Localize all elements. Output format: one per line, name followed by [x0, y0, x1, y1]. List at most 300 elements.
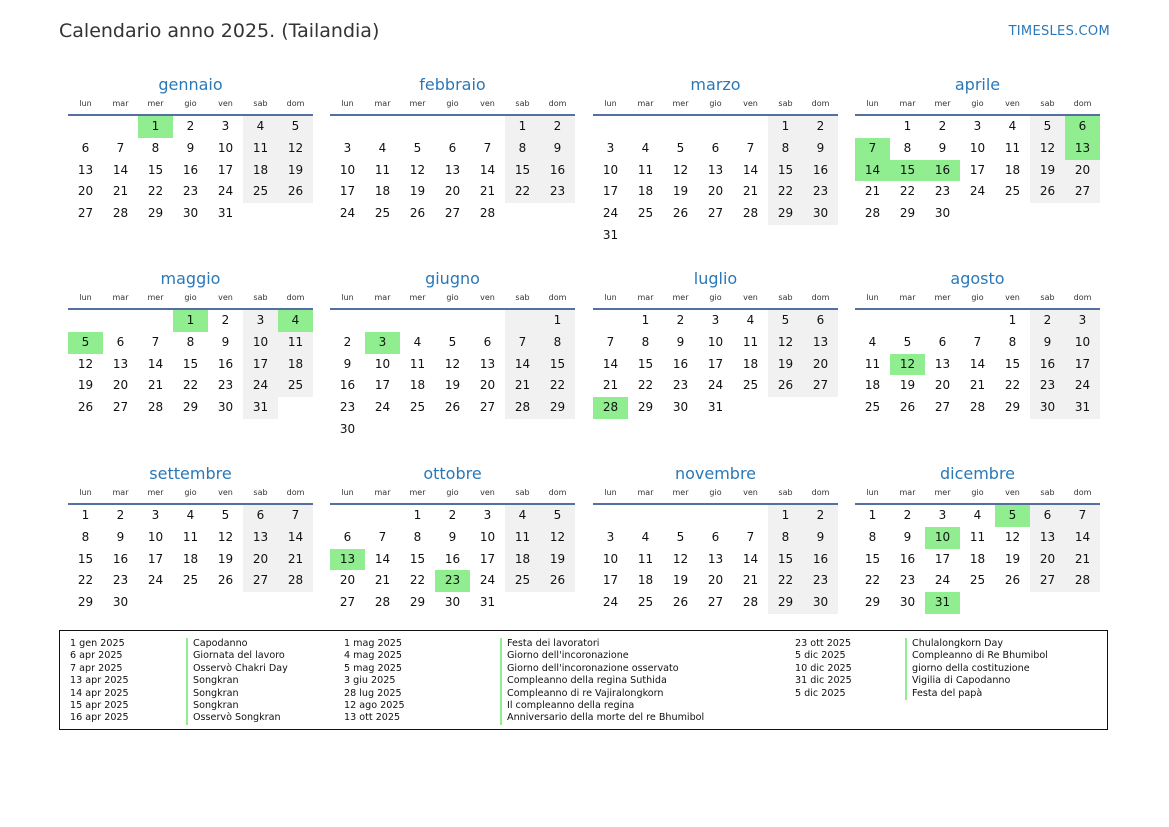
day-cell[interactable]: 29	[540, 397, 575, 419]
day-cell[interactable]: 22	[182, 378, 199, 393]
day-cell[interactable]: 23	[803, 570, 838, 592]
day-cell[interactable]: 3	[151, 508, 160, 522]
day-cell[interactable]: 22	[505, 181, 540, 203]
day-cell[interactable]: 6	[243, 505, 278, 527]
day-cell[interactable]: 29	[147, 206, 164, 221]
day-cell[interactable]: 25	[182, 573, 199, 588]
day-cell[interactable]: 15	[77, 551, 94, 566]
day-cell[interactable]: 26	[899, 400, 916, 415]
day-cell[interactable]: 8	[903, 140, 912, 155]
day-cell[interactable]: 10	[243, 332, 278, 354]
day-cell[interactable]: 23	[339, 400, 356, 415]
day-cell[interactable]: 27	[339, 595, 356, 610]
day-cell[interactable]: 4	[243, 116, 278, 138]
day-cell[interactable]: 28	[505, 397, 540, 419]
day-cell[interactable]: 27	[1065, 181, 1100, 203]
day-cell[interactable]: 26	[409, 206, 426, 221]
day-cell[interactable]: 13	[707, 162, 724, 177]
day-cell[interactable]: 29	[409, 595, 426, 610]
day-cell[interactable]: 8	[540, 332, 575, 354]
day-cell[interactable]: 19	[672, 573, 689, 588]
day-cell[interactable]: 30	[1030, 397, 1065, 419]
day-cell[interactable]: 5	[68, 332, 103, 354]
day-cell[interactable]: 1	[138, 116, 173, 138]
day-cell[interactable]: 25	[278, 375, 313, 397]
day-cell[interactable]: 20	[1030, 549, 1065, 571]
day-cell[interactable]: 13	[444, 162, 461, 177]
day-cell[interactable]: 7	[973, 334, 982, 349]
day-cell[interactable]: 26	[77, 400, 94, 415]
day-cell[interactable]: 19	[1030, 160, 1065, 182]
day-cell[interactable]: 18	[278, 354, 313, 376]
day-cell[interactable]: 22	[409, 573, 426, 588]
day-cell[interactable]: 3	[606, 140, 615, 155]
day-cell[interactable]: 19	[899, 378, 916, 393]
day-cell[interactable]: 20	[1065, 160, 1100, 182]
day-cell[interactable]: 28	[147, 400, 164, 415]
day-cell[interactable]: 29	[899, 206, 916, 221]
day-cell[interactable]: 11	[278, 332, 313, 354]
day-cell[interactable]: 23	[435, 570, 470, 592]
day-cell[interactable]: 7	[855, 138, 890, 160]
day-cell[interactable]: 26	[672, 206, 689, 221]
day-cell[interactable]: 25	[969, 573, 986, 588]
day-cell[interactable]: 1	[868, 508, 877, 522]
day-cell[interactable]: 25	[864, 400, 881, 415]
day-cell[interactable]: 4	[378, 140, 387, 155]
day-cell[interactable]: 9	[540, 138, 575, 160]
day-cell[interactable]: 21	[505, 375, 540, 397]
day-cell[interactable]: 28	[278, 570, 313, 592]
day-cell[interactable]: 18	[1004, 162, 1021, 177]
day-cell[interactable]: 17	[1065, 354, 1100, 376]
day-cell[interactable]: 23	[1030, 375, 1065, 397]
day-cell[interactable]: 4	[186, 508, 195, 522]
day-cell[interactable]: 13	[803, 332, 838, 354]
day-cell[interactable]: 29	[768, 592, 803, 614]
day-cell[interactable]: 8	[768, 138, 803, 160]
day-cell[interactable]: 8	[413, 529, 422, 544]
day-cell[interactable]: 2	[1030, 310, 1065, 332]
day-cell[interactable]: 7	[746, 140, 755, 155]
day-cell[interactable]: 2	[186, 119, 195, 133]
day-cell[interactable]: 8	[768, 527, 803, 549]
day-cell[interactable]: 11	[637, 551, 654, 566]
day-cell[interactable]: 28	[1065, 570, 1100, 592]
day-cell[interactable]: 22	[637, 378, 654, 393]
day-cell[interactable]: 24	[479, 573, 496, 588]
day-cell[interactable]: 22	[540, 375, 575, 397]
day-cell[interactable]: 5	[768, 310, 803, 332]
day-cell[interactable]: 29	[182, 400, 199, 415]
day-cell[interactable]: 6	[711, 140, 720, 155]
day-cell[interactable]: 19	[672, 184, 689, 199]
day-cell[interactable]: 24	[602, 595, 619, 610]
day-cell[interactable]: 30	[803, 203, 838, 225]
day-cell[interactable]: 19	[1004, 551, 1021, 566]
day-cell[interactable]: 19	[444, 378, 461, 393]
day-cell[interactable]: 9	[938, 140, 947, 155]
day-cell[interactable]: 13	[1030, 527, 1065, 549]
day-cell[interactable]: 15	[540, 354, 575, 376]
day-cell[interactable]: 15	[1004, 356, 1021, 371]
day-cell[interactable]: 1	[903, 119, 912, 133]
day-cell[interactable]: 6	[1065, 116, 1100, 138]
day-cell[interactable]: 8	[186, 334, 195, 349]
day-cell[interactable]: 8	[151, 140, 160, 155]
day-cell[interactable]: 14	[742, 162, 759, 177]
day-cell[interactable]: 19	[77, 378, 94, 393]
day-cell[interactable]: 29	[77, 595, 94, 610]
day-cell[interactable]: 23	[182, 184, 199, 199]
day-cell[interactable]: 30	[339, 421, 356, 436]
day-cell[interactable]: 22	[768, 181, 803, 203]
day-cell[interactable]: 7	[505, 332, 540, 354]
day-cell[interactable]: 16	[1030, 354, 1065, 376]
day-cell[interactable]: 20	[444, 184, 461, 199]
day-cell[interactable]: 1	[768, 116, 803, 138]
day-cell[interactable]: 21	[278, 549, 313, 571]
day-cell[interactable]: 3	[365, 332, 400, 354]
day-cell[interactable]: 6	[711, 529, 720, 544]
day-cell[interactable]: 14	[112, 162, 129, 177]
day-cell[interactable]: 16	[217, 356, 234, 371]
day-cell[interactable]: 1	[505, 116, 540, 138]
day-cell[interactable]: 21	[374, 573, 391, 588]
day-cell[interactable]: 24	[707, 378, 724, 393]
day-cell[interactable]: 6	[116, 334, 125, 349]
day-cell[interactable]: 28	[112, 206, 129, 221]
day-cell[interactable]: 1	[81, 508, 90, 522]
day-cell[interactable]: 9	[803, 527, 838, 549]
day-cell[interactable]: 17	[479, 551, 496, 566]
day-cell[interactable]: 10	[602, 162, 619, 177]
day-cell[interactable]: 4	[746, 313, 755, 327]
day-cell[interactable]: 14	[147, 356, 164, 371]
day-cell[interactable]: 3	[243, 310, 278, 332]
day-cell[interactable]: 18	[637, 573, 654, 588]
day-cell[interactable]: 26	[1030, 181, 1065, 203]
day-cell[interactable]: 9	[803, 138, 838, 160]
day-cell[interactable]: 31	[479, 595, 496, 610]
day-cell[interactable]: 24	[147, 573, 164, 588]
day-cell[interactable]: 12	[1004, 529, 1021, 544]
day-cell[interactable]: 30	[112, 595, 129, 610]
day-cell[interactable]: 20	[243, 549, 278, 571]
day-cell[interactable]: 6	[803, 310, 838, 332]
day-cell[interactable]: 18	[864, 378, 881, 393]
day-cell[interactable]: 7	[151, 334, 160, 349]
day-cell[interactable]: 28	[593, 397, 628, 419]
day-cell[interactable]: 26	[1004, 573, 1021, 588]
day-cell[interactable]: 18	[969, 551, 986, 566]
day-cell[interactable]: 23	[217, 378, 234, 393]
day-cell[interactable]: 16	[112, 551, 129, 566]
day-cell[interactable]: 24	[969, 184, 986, 199]
day-cell[interactable]: 11	[637, 162, 654, 177]
day-cell[interactable]: 7	[278, 505, 313, 527]
day-cell[interactable]: 23	[112, 573, 129, 588]
day-cell[interactable]: 20	[707, 573, 724, 588]
day-cell[interactable]: 19	[217, 551, 234, 566]
day-cell[interactable]: 11	[243, 138, 278, 160]
day-cell[interactable]: 21	[969, 378, 986, 393]
day-cell[interactable]: 4	[505, 505, 540, 527]
day-cell[interactable]: 26	[444, 400, 461, 415]
day-cell[interactable]: 30	[182, 206, 199, 221]
day-cell[interactable]: 18	[742, 356, 759, 371]
day-cell[interactable]: 14	[505, 354, 540, 376]
day-cell[interactable]: 17	[602, 184, 619, 199]
day-cell[interactable]: 18	[409, 378, 426, 393]
day-cell[interactable]: 4	[641, 529, 650, 544]
day-cell[interactable]: 24	[217, 184, 234, 199]
day-cell[interactable]: 21	[147, 378, 164, 393]
day-cell[interactable]: 6	[1030, 505, 1065, 527]
day-cell[interactable]: 9	[186, 140, 195, 155]
day-cell[interactable]: 5	[676, 529, 685, 544]
day-cell[interactable]: 4	[641, 140, 650, 155]
day-cell[interactable]: 8	[505, 138, 540, 160]
day-cell[interactable]: 27	[707, 206, 724, 221]
day-cell[interactable]: 12	[540, 527, 575, 549]
day-cell[interactable]: 29	[768, 203, 803, 225]
day-cell[interactable]: 10	[1065, 332, 1100, 354]
day-cell[interactable]: 2	[903, 508, 912, 522]
day-cell[interactable]: 19	[768, 354, 803, 376]
day-cell[interactable]: 15	[637, 356, 654, 371]
day-cell[interactable]: 12	[672, 162, 689, 177]
day-cell[interactable]: 12	[217, 529, 234, 544]
day-cell[interactable]: 17	[934, 551, 951, 566]
day-cell[interactable]: 7	[483, 140, 492, 155]
day-cell[interactable]: 12	[672, 551, 689, 566]
day-cell[interactable]: 30	[899, 595, 916, 610]
day-cell[interactable]: 30	[934, 206, 951, 221]
day-cell[interactable]: 12	[768, 332, 803, 354]
day-cell[interactable]: 25	[243, 181, 278, 203]
day-cell[interactable]: 18	[243, 160, 278, 182]
day-cell[interactable]: 19	[409, 184, 426, 199]
day-cell[interactable]: 20	[479, 378, 496, 393]
day-cell[interactable]: 14	[1065, 527, 1100, 549]
day-cell[interactable]: 18	[505, 549, 540, 571]
day-cell[interactable]: 10	[925, 527, 960, 549]
day-cell[interactable]: 21	[742, 184, 759, 199]
day-cell[interactable]: 25	[374, 206, 391, 221]
day-cell[interactable]: 26	[540, 570, 575, 592]
brand-link[interactable]: TIMESLES.COM	[1008, 24, 1110, 39]
day-cell[interactable]: 11	[374, 162, 391, 177]
day-cell[interactable]: 29	[1004, 400, 1021, 415]
day-cell[interactable]: 20	[77, 184, 94, 199]
day-cell[interactable]: 10	[374, 356, 391, 371]
day-cell[interactable]: 15	[182, 356, 199, 371]
day-cell[interactable]: 31	[243, 397, 278, 419]
day-cell[interactable]: 5	[540, 505, 575, 527]
day-cell[interactable]: 9	[448, 529, 457, 544]
day-cell[interactable]: 28	[742, 595, 759, 610]
day-cell[interactable]: 26	[672, 595, 689, 610]
day-cell[interactable]: 27	[707, 595, 724, 610]
day-cell[interactable]: 27	[479, 400, 496, 415]
day-cell[interactable]: 2	[676, 313, 685, 327]
day-cell[interactable]: 8	[641, 334, 650, 349]
day-cell[interactable]: 11	[742, 334, 759, 349]
day-cell[interactable]: 9	[903, 529, 912, 544]
day-cell[interactable]: 1	[768, 505, 803, 527]
day-cell[interactable]: 8	[1008, 334, 1017, 349]
day-cell[interactable]: 17	[217, 162, 234, 177]
day-cell[interactable]: 28	[969, 400, 986, 415]
day-cell[interactable]: 3	[711, 313, 720, 327]
day-cell[interactable]: 16	[803, 549, 838, 571]
day-cell[interactable]: 14	[374, 551, 391, 566]
day-cell[interactable]: 10	[217, 140, 234, 155]
day-cell[interactable]: 2	[540, 116, 575, 138]
day-cell[interactable]: 5	[413, 140, 422, 155]
day-cell[interactable]: 15	[890, 160, 925, 182]
day-cell[interactable]: 31	[217, 206, 234, 221]
day-cell[interactable]: 13	[479, 356, 496, 371]
day-cell[interactable]: 31	[1065, 397, 1100, 419]
day-cell[interactable]: 23	[934, 184, 951, 199]
day-cell[interactable]: 19	[278, 160, 313, 182]
day-cell[interactable]: 1	[1008, 313, 1017, 327]
day-cell[interactable]: 14	[479, 162, 496, 177]
day-cell[interactable]: 31	[925, 592, 960, 614]
day-cell[interactable]: 23	[803, 181, 838, 203]
day-cell[interactable]: 29	[864, 595, 881, 610]
day-cell[interactable]: 24	[602, 206, 619, 221]
day-cell[interactable]: 3	[973, 119, 982, 133]
day-cell[interactable]: 29	[637, 400, 654, 415]
day-cell[interactable]: 21	[479, 184, 496, 199]
day-cell[interactable]: 13	[77, 162, 94, 177]
day-cell[interactable]: 11	[182, 529, 199, 544]
day-cell[interactable]: 28	[374, 595, 391, 610]
day-cell[interactable]: 30	[444, 595, 461, 610]
day-cell[interactable]: 24	[243, 375, 278, 397]
day-cell[interactable]: 18	[182, 551, 199, 566]
day-cell[interactable]: 22	[768, 570, 803, 592]
day-cell[interactable]: 9	[343, 356, 352, 371]
day-cell[interactable]: 10	[339, 162, 356, 177]
day-cell[interactable]: 27	[112, 400, 129, 415]
day-cell[interactable]: 23	[672, 378, 689, 393]
day-cell[interactable]: 25	[637, 595, 654, 610]
day-cell[interactable]: 28	[742, 206, 759, 221]
day-cell[interactable]: 6	[81, 140, 90, 155]
day-cell[interactable]: 6	[938, 334, 947, 349]
day-cell[interactable]: 2	[116, 508, 125, 522]
day-cell[interactable]: 5	[995, 505, 1030, 527]
day-cell[interactable]: 17	[969, 162, 986, 177]
day-cell[interactable]: 3	[606, 529, 615, 544]
day-cell[interactable]: 13	[1065, 138, 1100, 160]
day-cell[interactable]: 25	[1004, 184, 1021, 199]
day-cell[interactable]: 30	[672, 400, 689, 415]
day-cell[interactable]: 27	[243, 570, 278, 592]
day-cell[interactable]: 6	[448, 140, 457, 155]
day-cell[interactable]: 17	[339, 184, 356, 199]
day-cell[interactable]: 2	[803, 505, 838, 527]
day-cell[interactable]: 14	[855, 160, 890, 182]
day-cell[interactable]: 24	[1065, 375, 1100, 397]
day-cell[interactable]: 16	[339, 378, 356, 393]
day-cell[interactable]: 21	[602, 378, 619, 393]
day-cell[interactable]: 31	[602, 227, 619, 242]
day-cell[interactable]: 30	[803, 592, 838, 614]
day-cell[interactable]: 2	[221, 313, 230, 327]
day-cell[interactable]: 15	[147, 162, 164, 177]
day-cell[interactable]: 16	[672, 356, 689, 371]
day-cell[interactable]: 4	[413, 334, 422, 349]
day-cell[interactable]: 22	[1004, 378, 1021, 393]
day-cell[interactable]: 16	[540, 160, 575, 182]
day-cell[interactable]: 17	[602, 573, 619, 588]
day-cell[interactable]: 10	[969, 140, 986, 155]
day-cell[interactable]: 13	[243, 527, 278, 549]
day-cell[interactable]: 5	[278, 116, 313, 138]
day-cell[interactable]: 15	[768, 160, 803, 182]
day-cell[interactable]: 17	[707, 356, 724, 371]
day-cell[interactable]: 21	[864, 184, 881, 199]
day-cell[interactable]: 23	[540, 181, 575, 203]
day-cell[interactable]: 24	[934, 573, 951, 588]
day-cell[interactable]: 7	[116, 140, 125, 155]
day-cell[interactable]: 11	[409, 356, 426, 371]
day-cell[interactable]: 2	[343, 334, 352, 349]
day-cell[interactable]: 27	[444, 206, 461, 221]
day-cell[interactable]: 14	[602, 356, 619, 371]
day-cell[interactable]: 16	[803, 160, 838, 182]
day-cell[interactable]: 7	[378, 529, 387, 544]
day-cell[interactable]: 9	[221, 334, 230, 349]
day-cell[interactable]: 17	[243, 354, 278, 376]
day-cell[interactable]: 14	[278, 527, 313, 549]
day-cell[interactable]: 10	[707, 334, 724, 349]
day-cell[interactable]: 15	[768, 549, 803, 571]
day-cell[interactable]: 1	[413, 508, 422, 522]
day-cell[interactable]: 8	[868, 529, 877, 544]
day-cell[interactable]: 25	[505, 570, 540, 592]
day-cell[interactable]: 1	[540, 310, 575, 332]
day-cell[interactable]: 21	[112, 184, 129, 199]
day-cell[interactable]: 4	[1008, 119, 1017, 133]
day-cell[interactable]: 5	[221, 508, 230, 522]
day-cell[interactable]: 28	[864, 206, 881, 221]
day-cell[interactable]: 15	[505, 160, 540, 182]
day-cell[interactable]: 5	[903, 334, 912, 349]
day-cell[interactable]: 25	[742, 378, 759, 393]
day-cell[interactable]: 31	[707, 400, 724, 415]
day-cell[interactable]: 20	[934, 378, 951, 393]
day-cell[interactable]: 21	[1065, 549, 1100, 571]
day-cell[interactable]: 12	[77, 356, 94, 371]
day-cell[interactable]: 4	[868, 334, 877, 349]
day-cell[interactable]: 27	[77, 206, 94, 221]
day-cell[interactable]: 22	[864, 573, 881, 588]
day-cell[interactable]: 9	[116, 529, 125, 544]
day-cell[interactable]: 10	[602, 551, 619, 566]
day-cell[interactable]: 17	[147, 551, 164, 566]
day-cell[interactable]: 7	[1065, 505, 1100, 527]
day-cell[interactable]: 5	[448, 334, 457, 349]
day-cell[interactable]: 5	[676, 140, 685, 155]
day-cell[interactable]: 19	[540, 549, 575, 571]
day-cell[interactable]: 20	[112, 378, 129, 393]
